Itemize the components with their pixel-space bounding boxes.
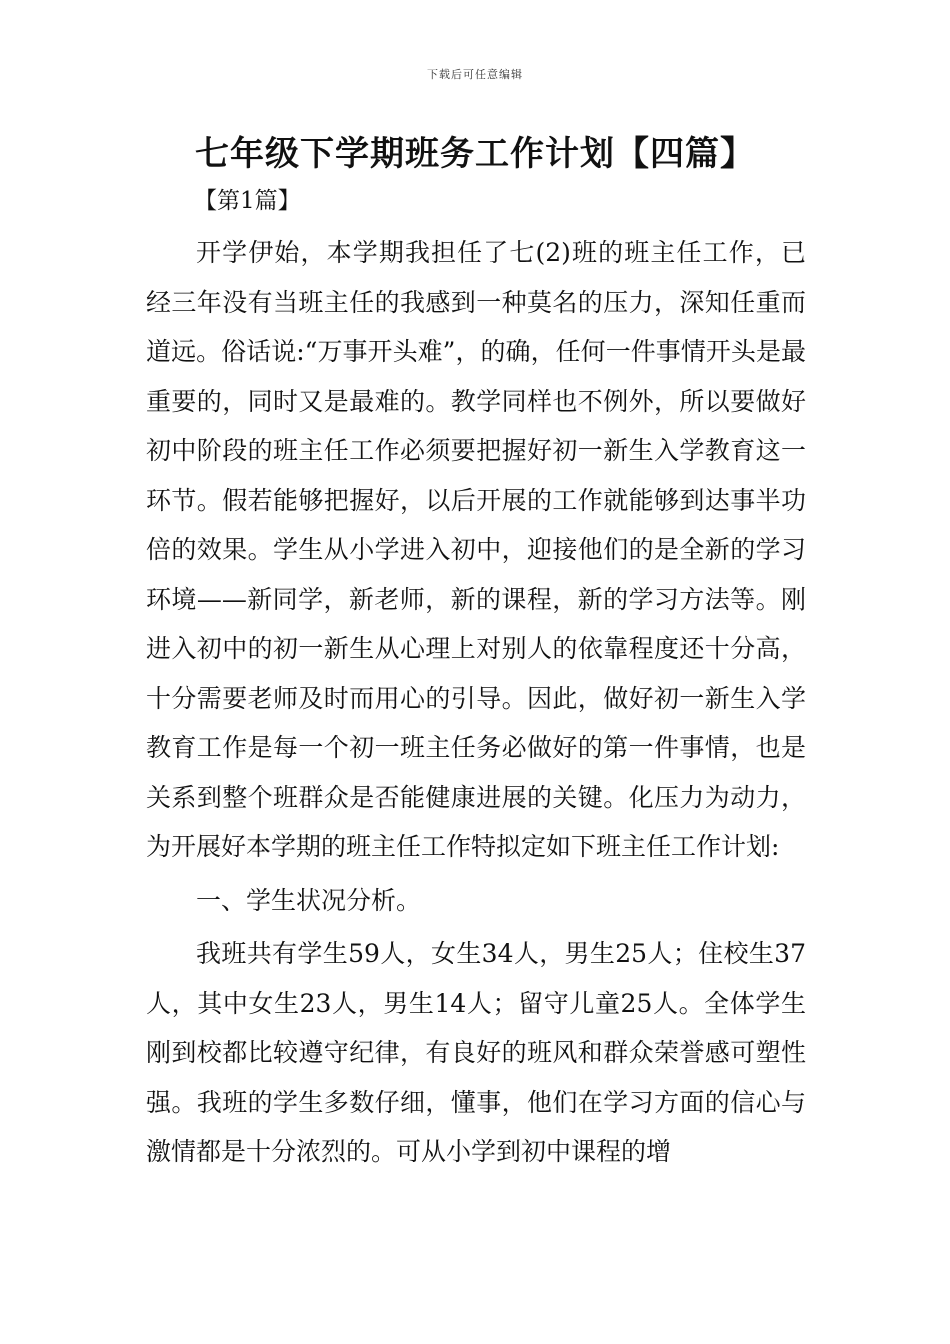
page-header-note: 下载后可任意编辑 — [427, 68, 523, 81]
section-label: 【第1篇】 — [194, 188, 301, 214]
paragraph-intro: 开学伊始，本学期我担任了七(2)班的班主任工作，已经三年没有当班主任的我感到一种莫名的压力，深知任重而道远。俗话说:“万事开头难”，的确，任何一件事情开头是最重要的，同时又是最难的。教学同样也不例外，所以要做好初中阶段的班主任工作必须要把握好初一新生入学教育这一环节。假若能够把握好，以后开展的工作就能够到达事半功倍的效果。学生从小学进入初中，迎接他们的是全新的学习环境——新同学，新老师，新的课程，新的学习方法等。刚进入初中的初一新生从心理上对别人的依靠程度还十分高，十分需要老师及时而用心的引导。因此，做好初一新生入学教育工作是每一个初一班主任务必做好的第一件事情，也是关系到整个班群众是否能健康进展的关键。化压力为动力，为开展好本学期的班主任工作特拟定如下班主任工作计划: — [146, 238, 806, 861]
document-body — [146, 228, 806, 1177]
paragraph-heading-student-analysis: 一、学生状况分析。 — [196, 885, 422, 915]
paragraph-student-stats: 我班共有学生59人，女生34人，男生25人；住校生37人，其中女生23人，男生14人；留守儿童25人。全体学生刚到校都比较遵守纪律，有良好的班风和群众荣誉感可塑性强。我班的学生多数仔细，懂事，他们在学习方面的信心与激情都是十分浓烈的。可从小学到初中课程的增 — [146, 939, 806, 1166]
document-title: 七年级下学期班务工作计划【四篇】 — [195, 134, 755, 174]
